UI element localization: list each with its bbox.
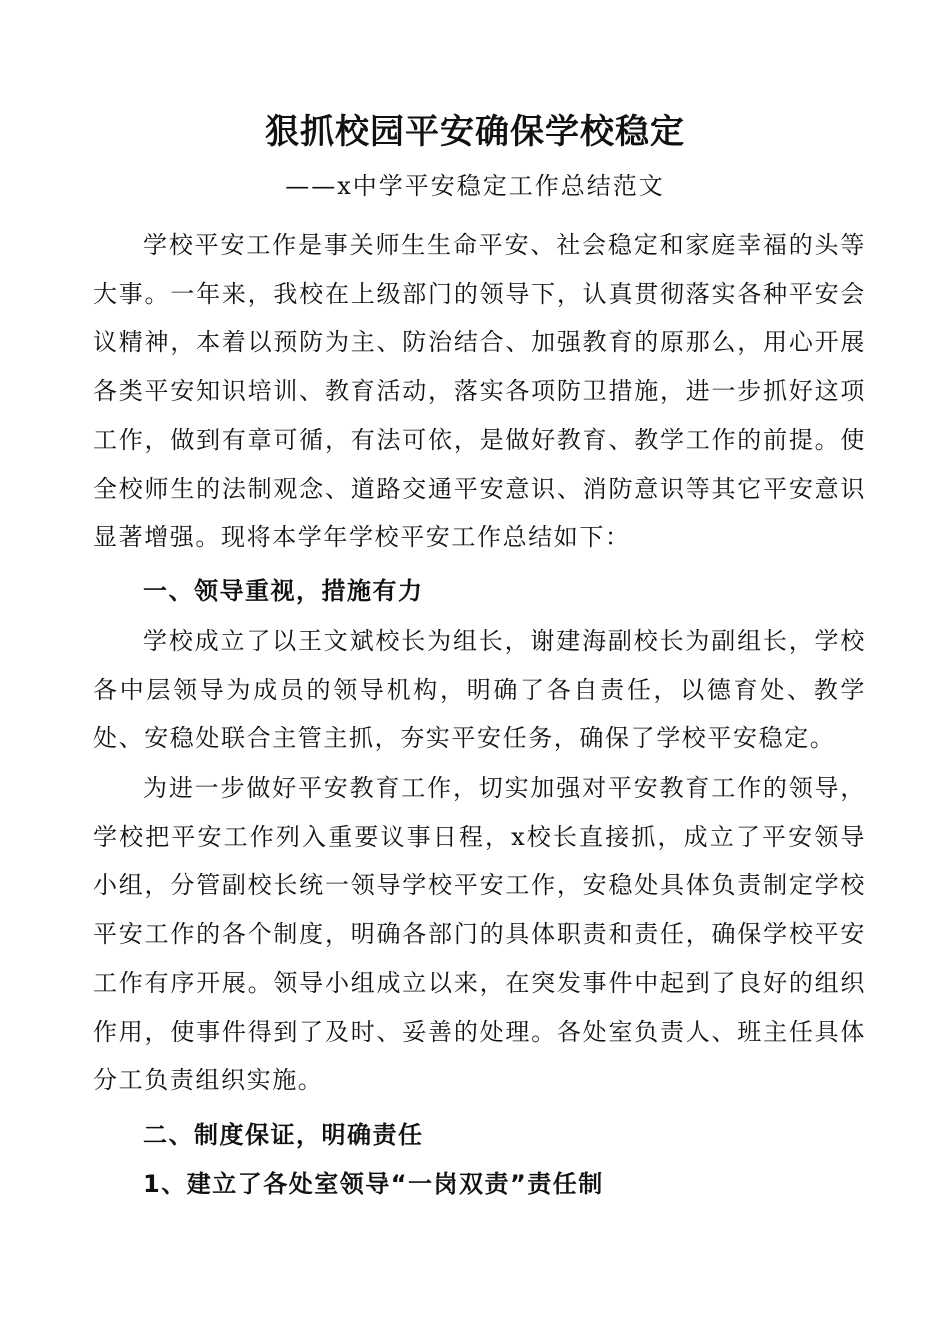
paragraph-leadership-group: 学校成立了以王文斌校长为组长，谢建海副校长为副组长，学校各中层领导为成员的领导机构，明确了各自责任，以德育处、教学处、安稳处联合主管主抓，夯实平安任务，确保了学校平安稳定。 xyxy=(93,627,866,753)
subsection-heading-responsibility: 1、建立了各处室领导“一岗双责”责任制 xyxy=(143,1170,604,1198)
paragraph-safety-education: 为进一步做好平安教育工作，切实加强对平安教育工作的领导，学校把平安工作列入重要议事日程，x校长直接抓，成立了平安领导小组，分管副校长统一领导学校平安工作，安稳处具体负责制定学校平安工作的各个制度，明确各部门的具体职责和责任，确保学校平安工作有序开展。领导小组成立以来，在突发事件中起到了良好的组织作用，使事件得到了及时、妥善的处理。各处室负责人、班主任具体分工负责组织实施。 xyxy=(93,774,866,1095)
document-subtitle: ——x中学平安稳定工作总结范文 xyxy=(285,172,665,200)
document-title: 狠抓校园平安确保学校稳定 xyxy=(265,112,685,152)
section-heading-leadership: 一、领导重视，措施有力 xyxy=(143,577,424,605)
section-heading-system: 二、制度保证，明确责任 xyxy=(143,1121,424,1149)
paragraph-intro: 学校平安工作是事关师生生命平安、社会稳定和家庭幸福的头等大事。一年来，我校在上级部门的领导下，认真贯彻落实各种平安会议精神，本着以预防为主、防治结合、加强教育的原那么，用心开展各类平安知识培训、教育活动，落实各项防卫措施，进一步抓好这项工作，做到有章可循，有法可依，是做好教育、教学工作的前提。使全校师生的法制观念、道路交通平安意识、消防意识等其它平安意识显著增强。现将本学年学校平安工作总结如下： xyxy=(93,231,866,552)
